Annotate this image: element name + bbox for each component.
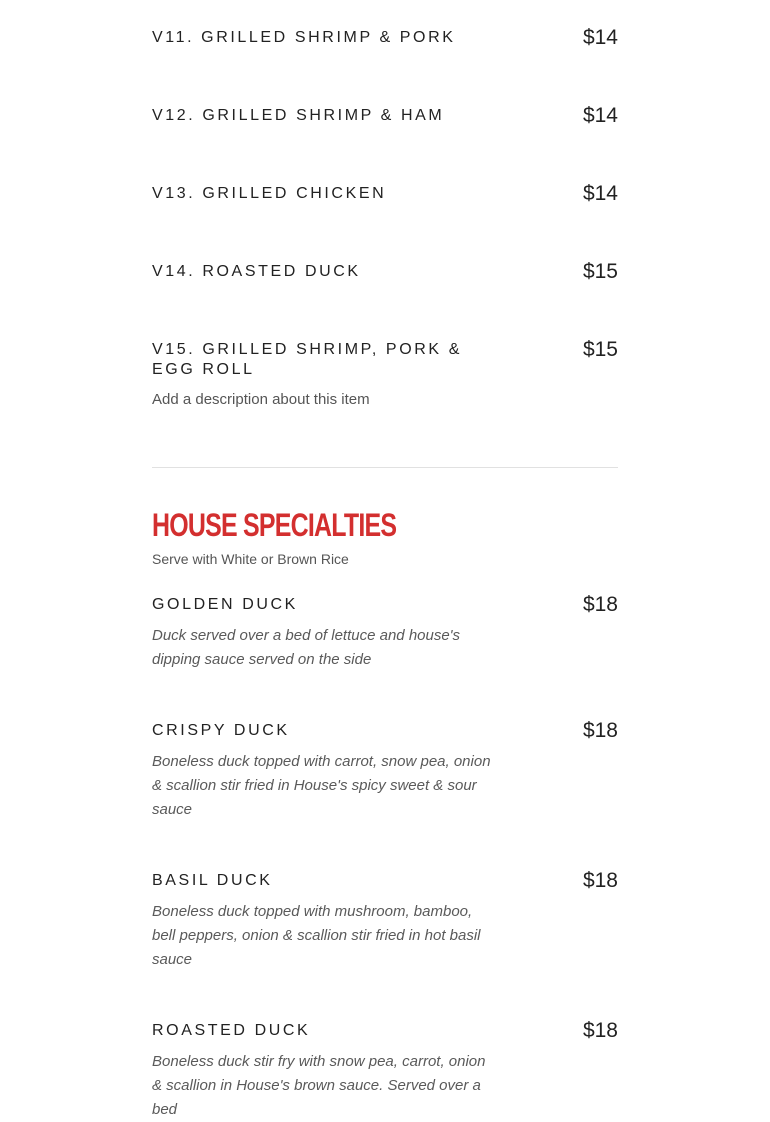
section-subtitle: Serve with White or Brown Rice [152, 551, 349, 567]
item-price: $18 [582, 719, 618, 742]
item-description: Boneless duck stir fry with snow pea, carrot, onion & scallion in House's brown sauce. Served over a bed [152, 1053, 486, 1118]
item-price: $14 [582, 182, 618, 205]
item-price: $14 [582, 26, 618, 49]
item-name: V12. GRILLED SHRIMP & HAM [152, 107, 445, 124]
item-name: V14. ROASTED DUCK [152, 263, 361, 280]
section-divider [152, 467, 618, 468]
item-price: $18 [582, 869, 618, 892]
item-name: GOLDEN DUCK [152, 596, 298, 613]
item-description: Boneless duck topped with carrot, snow pea, onion & scallion stir fried in House's spicy sweet & sour sauce [152, 753, 491, 818]
section-title: HOUSE SPECIALTIES [152, 507, 397, 543]
item-price: $15 [582, 260, 618, 283]
item-price: $14 [582, 104, 618, 127]
item-name: ROASTED DUCK [152, 1022, 311, 1039]
item-price: $18 [582, 593, 618, 616]
item-price: $18 [582, 1019, 618, 1042]
item-name: V13. GRILLED CHICKEN [152, 185, 387, 202]
item-name: V11. GRILLED SHRIMP & PORK [152, 29, 456, 46]
item-price: $15 [582, 338, 618, 361]
item-description: Boneless duck topped with mushroom, bamboo, bell peppers, onion & scallion stir fried in hot basil sauce [152, 903, 481, 968]
item-name: BASIL DUCK [152, 872, 273, 889]
item-description: Duck served over a bed of lettuce and house's dipping sauce served on the side [152, 627, 461, 668]
item-name: CRISPY DUCK [152, 722, 290, 739]
item-description: Add a description about this item [152, 391, 370, 408]
item-name: V15. GRILLED SHRIMP, PORK & EGG ROLL [152, 341, 462, 378]
